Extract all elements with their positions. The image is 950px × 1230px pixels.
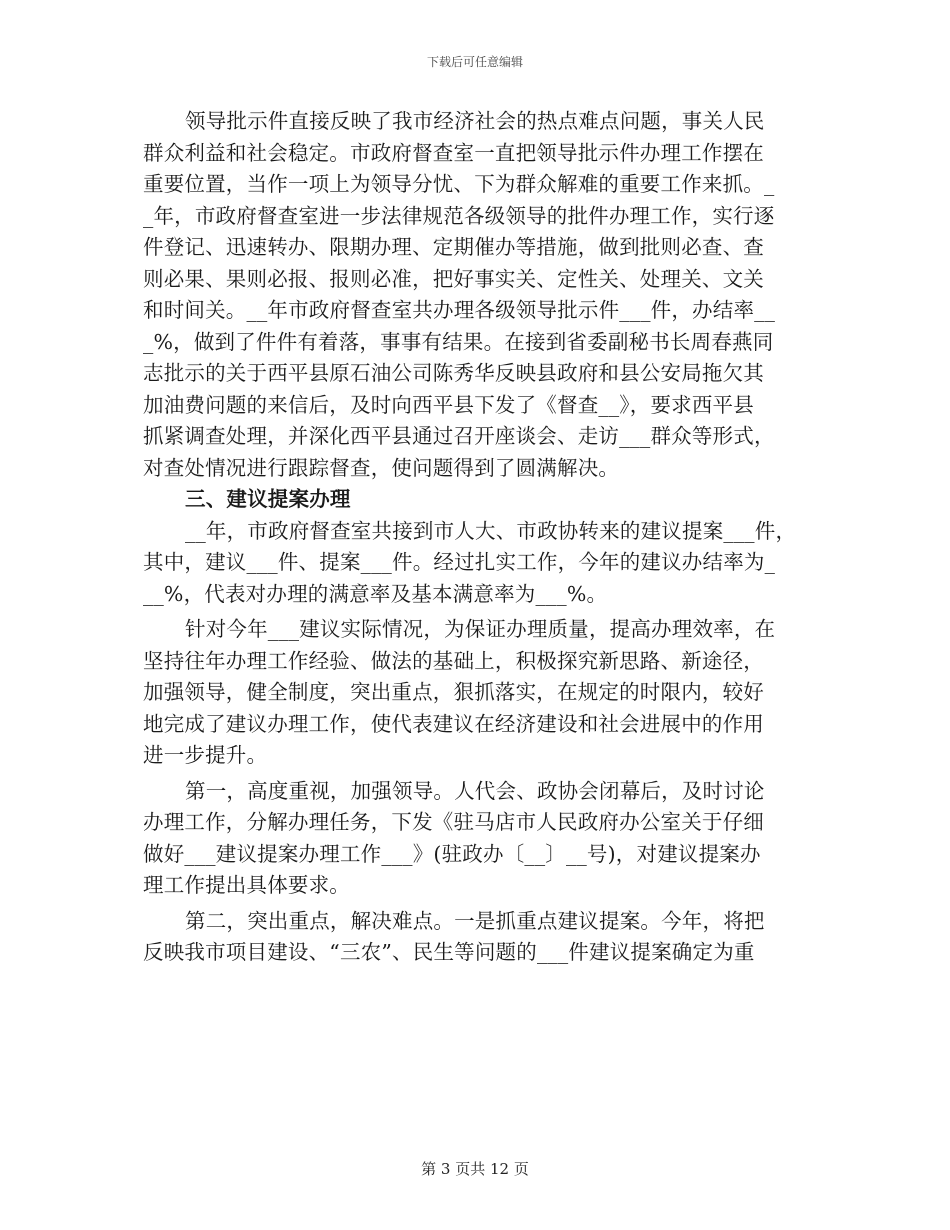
section-heading: 三、建议提案办理: [185, 487, 351, 511]
paragraph-line: _年，市政府督查室进一步法律规范各级领导的批件办理工作，实行逐: [143, 203, 775, 228]
paragraph-line: 领导批示件直接反映了我市经济社会的热点难点问题，事关人民: [185, 109, 765, 133]
paragraph-line: 则必果、果则必报、报则必准，把好事实关、定性关、处理关、文关: [143, 266, 764, 291]
paragraph-line: 第一，高度重视，加强领导。人代会、政协会闭幕后，及时讨论: [185, 778, 765, 803]
paragraph-line: __%，代表对办理的满意率及基本满意率为___%。: [143, 581, 608, 606]
paragraph-line: 做好___建议提案办理工作___》(驻政办〔__〕__号)，对建议提案办: [143, 841, 761, 866]
paragraph-line: 加油费问题的来信后，及时向西平县下发了《督查__》，要求西平县: [143, 392, 754, 417]
paragraph-line: 办理工作，分解办理任务，下发《驻马店市人民政府办公室关于仔细: [143, 810, 764, 834]
document-body: [143, 106, 823, 969]
paragraph-line: 其中，建议___件、提案___件。经过扎实工作，今年的建议办结率为_: [143, 550, 776, 574]
paragraph-line: 进一步提升。: [143, 743, 268, 767]
paragraph-line: 志批示的关于西平县原石油公司陈秀华反映县政府和县公安局拖欠其: [143, 361, 764, 385]
paragraph-line: 地完成了建议办理工作，使代表建议在经济建设和社会进展中的作用: [143, 711, 764, 736]
paragraph-line: 反映我市项目建设、“三农”、民生等问题的___件建议提案确定为重: [143, 940, 755, 964]
page-header-note: 下载后可任意编辑: [426, 55, 523, 69]
paragraph-line: 加强领导，健全制度，突出重点，狠抓落实，在规定的时限内，较好: [143, 680, 764, 704]
paragraph-line: 和时间关。__年市政府督查室共办理各级领导批示件___件，办结率__: [143, 298, 776, 322]
paragraph-line: __年，市政府督查室共接到市人大、市政协转来的建议提案___件，: [185, 518, 797, 543]
paragraph-line: 群众利益和社会稳定。市政府督查室一直把领导批示件办理工作摆在: [143, 140, 764, 165]
paragraph-line: 理工作提出具体要求。: [143, 873, 350, 897]
paragraph-line: 坚持往年办理工作经验、做法的基础上，积极探究新思路、新途径，: [143, 648, 764, 673]
paragraph-line: 重要位置，当作一项上为领导分忧、下为群众解难的重要工作来抓。_: [143, 172, 775, 196]
paragraph-line: 第二，突出重点，解决难点。一是抓重点建议提案。今年，将把: [185, 908, 765, 933]
paragraph-line: 件登记、迅速转办、限期办理、定期催办等措施，做到批则必查、查: [143, 235, 764, 259]
paragraph-line: 对查处情况进行跟踪督查，使问题得到了圆满解决。: [143, 455, 620, 480]
paragraph-line: 抓紧调查处理，并深化西平县通过召开座谈会、走访___群众等形式，: [143, 424, 775, 448]
paragraph-line: _%，做到了件件有着落，事事有结果。在接到省委副秘书长周春燕同: [143, 329, 774, 354]
page-number: 第 3 页共 12 页: [421, 1160, 529, 1178]
paragraph-line: 针对今年___建议实际情况，为保证办理质量，提高办理效率，在: [185, 617, 776, 641]
